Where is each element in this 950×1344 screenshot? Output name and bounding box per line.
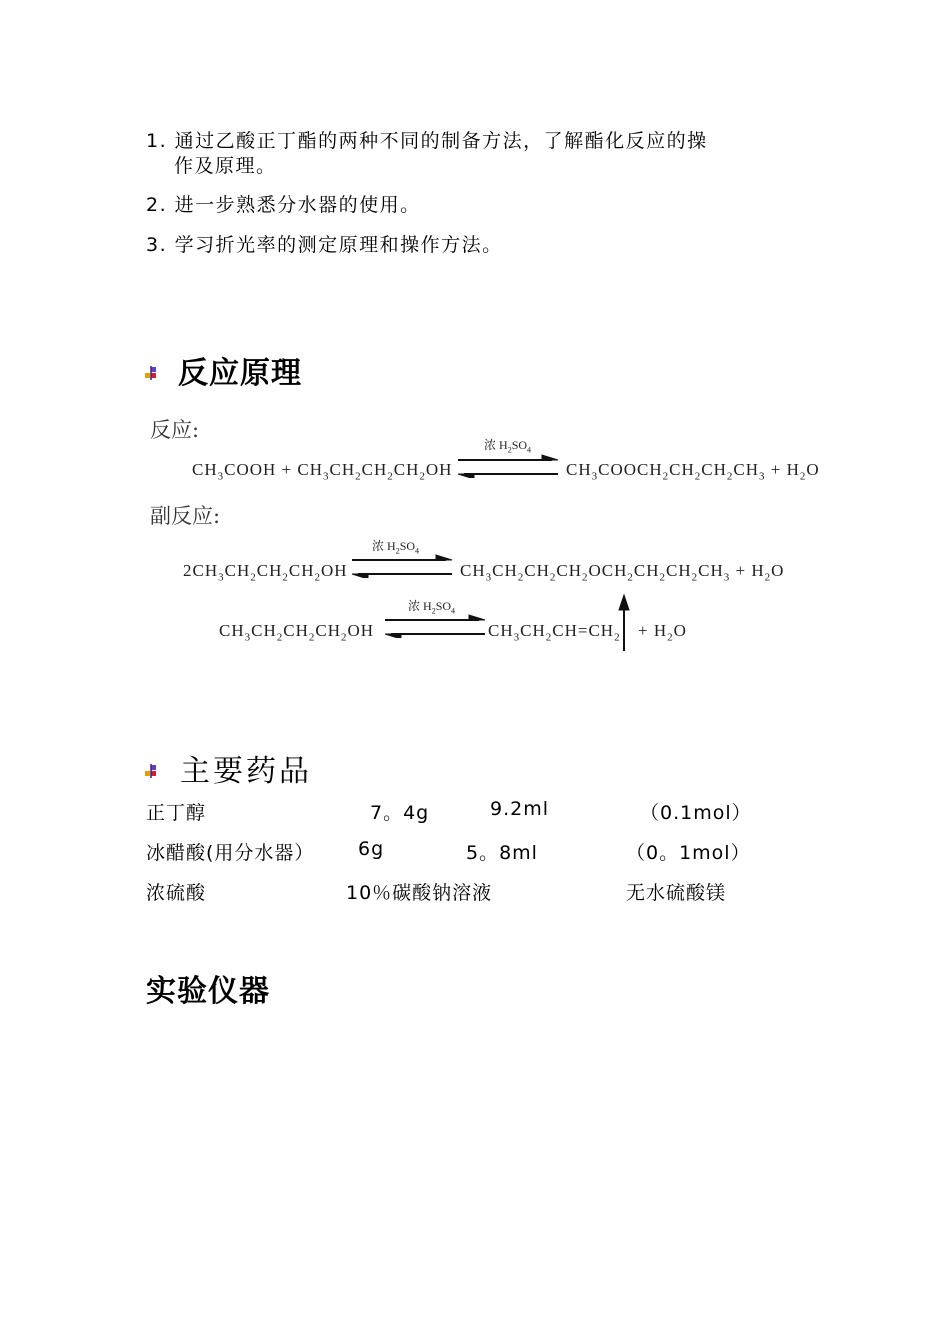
bullet-icon	[144, 764, 158, 778]
gas-arrow-icon	[618, 594, 630, 652]
section-title-principle: 反应原理	[178, 356, 302, 391]
section-title-reagents: 主要药品	[180, 754, 312, 789]
reagent-volume: 9.2ml	[490, 798, 550, 820]
section-title-instruments: 实验仪器	[146, 974, 270, 1009]
bullet-icon	[144, 366, 158, 380]
reagent-volume: 5。8ml	[466, 842, 538, 864]
reaction-2-right: $CH_3CH_2CH_2CH_2OCH_2CH_2CH_2CH_3 + H_2O$	[460, 561, 785, 584]
reaction-3-catalyst: 浓 $H_2SO_4$	[408, 599, 456, 616]
objective-3: 3. 学习折光率的测定原理和操作方法。	[146, 234, 503, 256]
reaction-2-catalyst: 浓 $H_2SO_4$	[372, 539, 420, 556]
reagent-name: 冰醋酸(用分水器）	[146, 842, 315, 864]
reaction-3-extra: + $H_2O$	[638, 621, 687, 644]
reagent-name: 10％碳酸钠溶液	[346, 882, 493, 904]
reagent-moles: （0。1mol）	[626, 842, 751, 864]
equilibrium-arrow-icon	[456, 452, 560, 478]
side-reaction-label: 副反应:	[150, 504, 221, 528]
reagent-mass: 6g	[358, 838, 385, 860]
reagent-mass: 7。4g	[370, 802, 430, 824]
reaction-1-right: $CH_3COOCH_2CH_2CH_2CH_3 + H_2O$	[566, 460, 820, 483]
reaction-1-catalyst: 浓 $H_2SO_4$	[484, 438, 532, 455]
reaction-label: 反应:	[150, 418, 200, 442]
reagent-name: 正丁醇	[146, 802, 207, 824]
objective-2: 2. 进一步熟悉分水器的使用。	[146, 194, 421, 216]
objective-1: 1. 通过乙酸正丁酯的两种不同的制备方法，了解酯化反应的操 作及原理。	[146, 130, 708, 177]
reaction-2-left: $2CH_3CH_2CH_2CH_2OH$	[183, 561, 348, 584]
equilibrium-arrow-icon	[383, 612, 487, 638]
reagent-name: 无水硫酸镁	[626, 882, 727, 904]
reaction-3-left: $CH_3CH_2CH_2CH_2OH$	[219, 621, 375, 644]
reagent-moles: （0.1mol）	[640, 802, 752, 824]
equilibrium-arrow-icon	[350, 552, 454, 578]
reaction-3-right: $CH_3CH_2CH=CH_2$	[488, 621, 621, 644]
reaction-1-left: $CH_3COOH + CH_3CH_2CH_2CH_2OH$	[192, 460, 453, 483]
reagent-name: 浓硫酸	[146, 882, 207, 904]
